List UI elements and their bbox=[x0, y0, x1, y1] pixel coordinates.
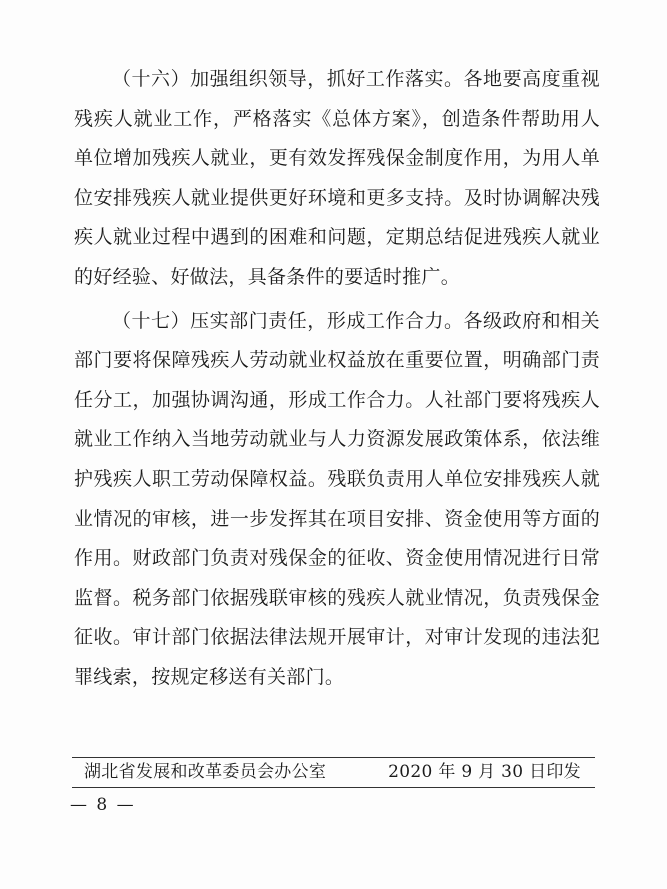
issuing-office: 湖北省发展和改革委员会办公室 bbox=[84, 762, 327, 782]
page-number: — 8 — bbox=[70, 795, 136, 815]
paragraph-16: （十六）加强组织领导，抓好工作落实。各地要高度重视残疾人就业工作，严格落实《总体方案》，创造条件帮助用人单位增加残疾人就业，更有效发挥残保金制度作用，为用人单位安排残疾人就业提供更好环境和更多支持。及时协调解决残疾人就业过程中遇到的困难和问题，定期总结促进残疾人就业的好经验、好做法，具备条件的要适时推广。 bbox=[74, 68, 600, 288]
document-body bbox=[74, 60, 600, 702]
issue-date: 2020 年 9 月 30 日印发 bbox=[388, 762, 581, 782]
footer-bottom-divider bbox=[72, 787, 595, 788]
footer-top-divider bbox=[72, 757, 595, 758]
paragraph-17: （十七）压实部门责任，形成工作合力。各级政府和相关部门要将保障残疾人劳动就业权益放在重要位置，明确部门责任分工，加强协调沟通，形成工作合力。人社部门要将残疾人就业工作纳入当地劳动就业与人力资源发展政策体系，依法维护残疾人职工劳动保障权益。残联负责用人单位安排残疾人就业情况的审核，进一步发挥其在项目安排、资金使用等方面的作用。财政部门负责对残保金的征收、资金使用情况进行日常监督。税务部门依据残联审核的残疾人就业情况，负责残保金征收。审计部门依据法律法规开展审计，对审计发现的违法犯罪线索，按规定移送有关部门。 bbox=[74, 309, 600, 688]
